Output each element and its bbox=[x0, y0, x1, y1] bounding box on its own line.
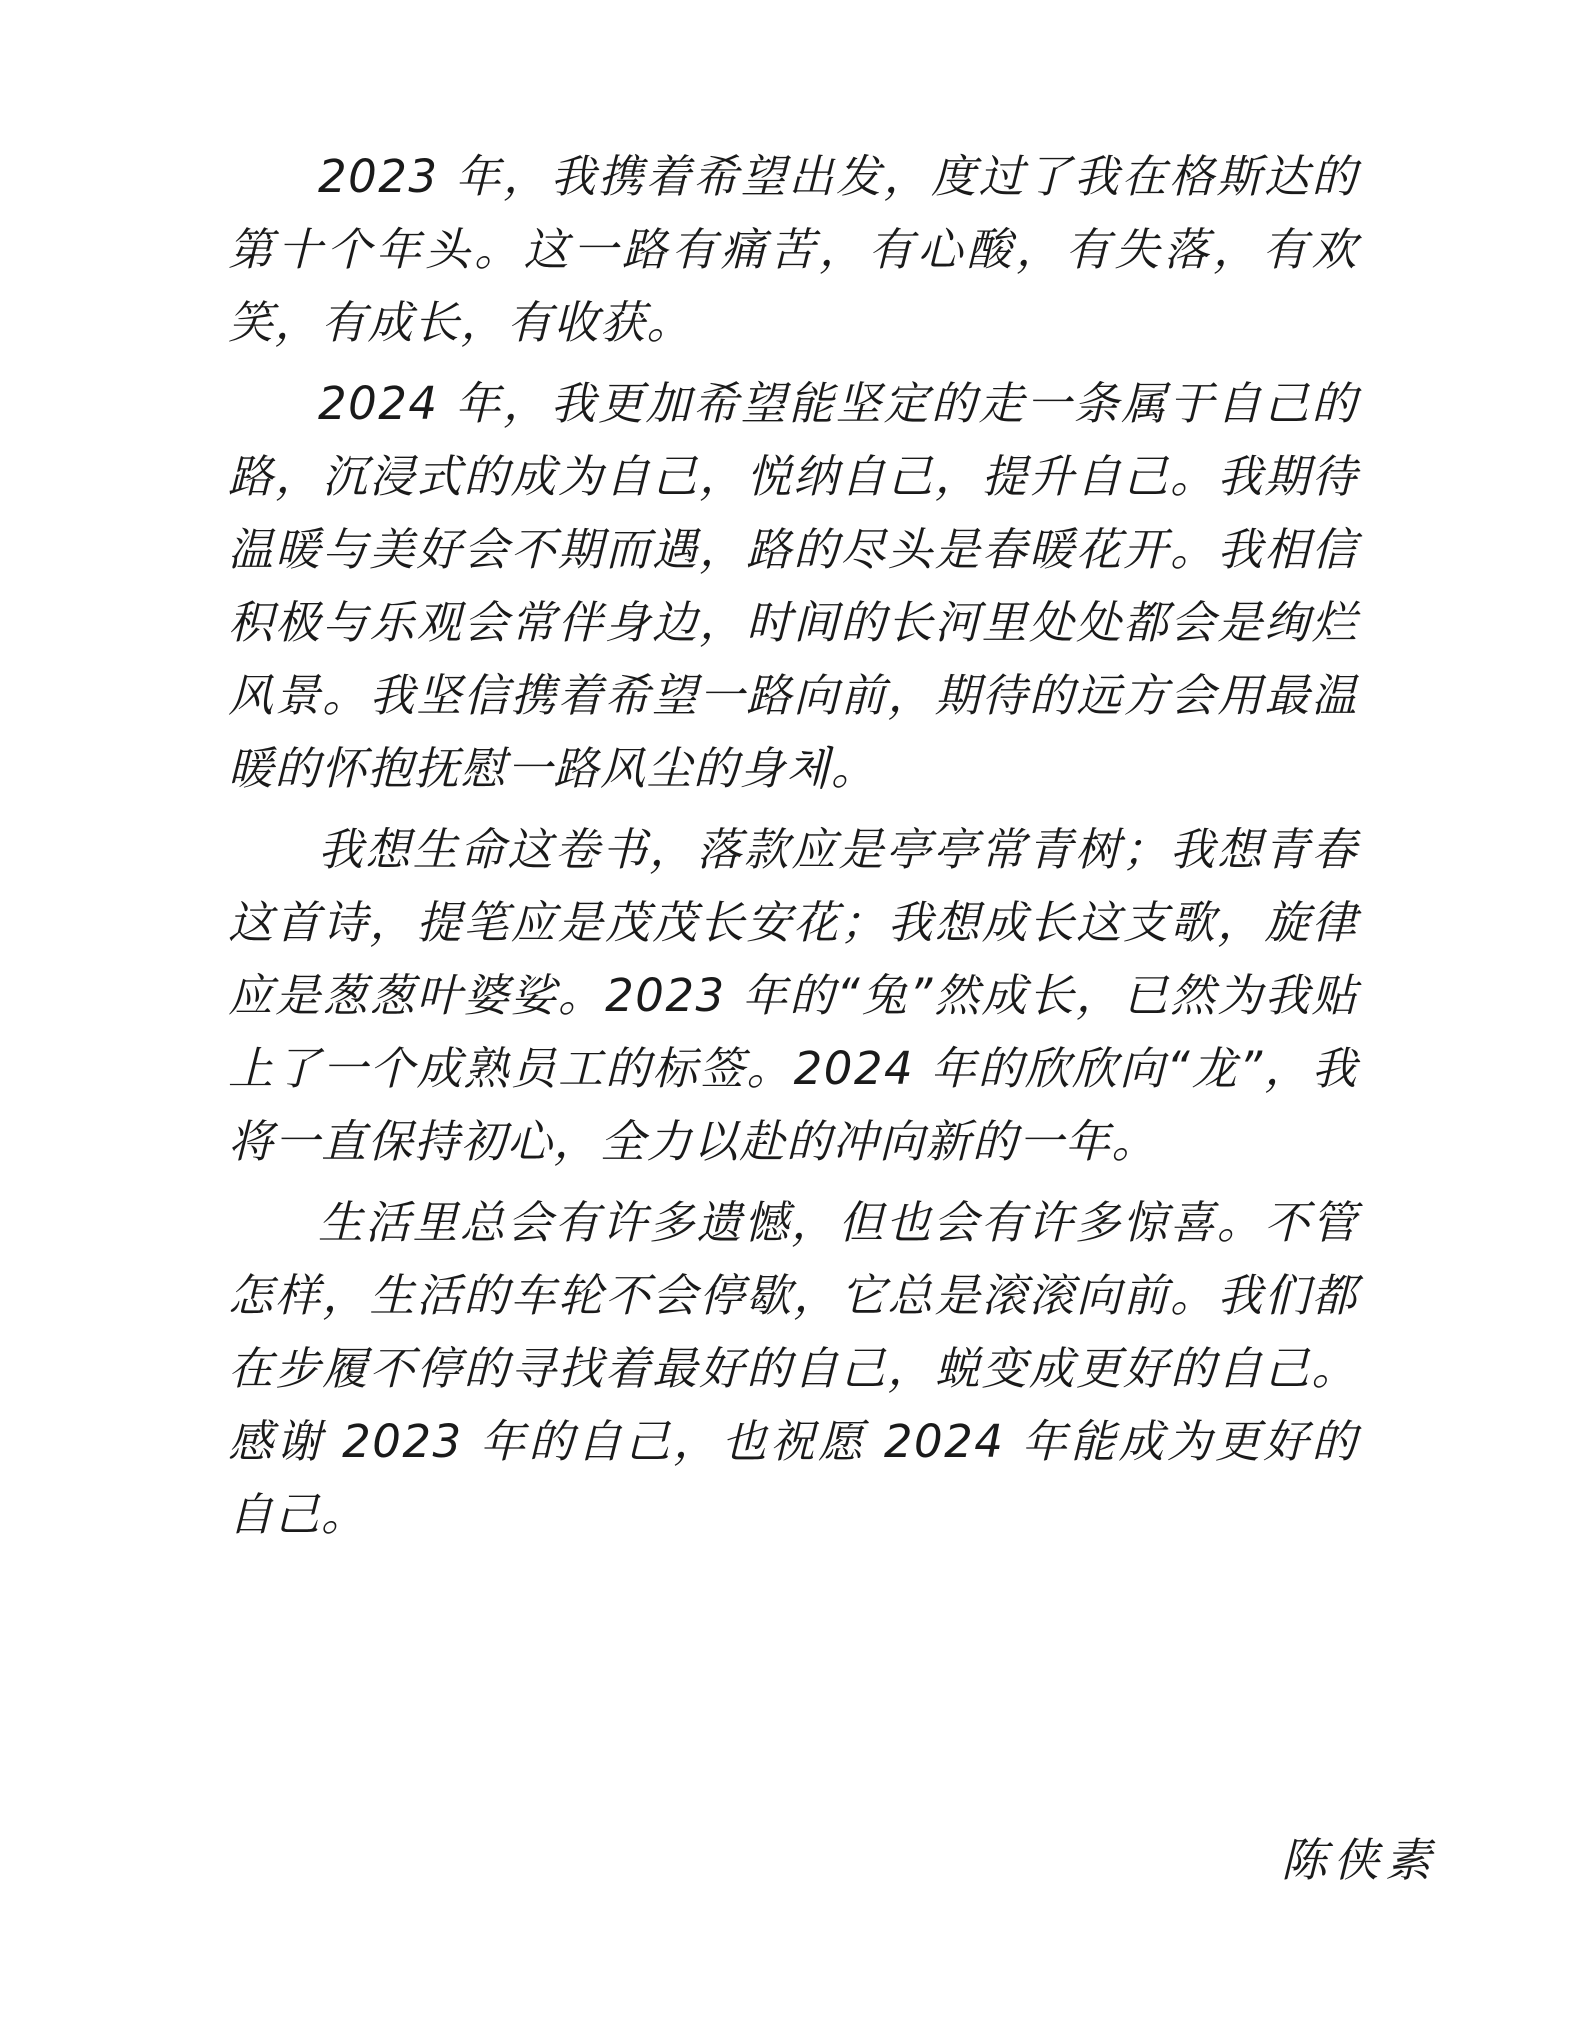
paragraph: 生活里总会有许多遗憾，但也会有许多惊喜。不管怎样，生活的车轮不会停歇，它总是滚滚向前。我们都在步履不停的寻找着最好的自己，蜕变成更好的自己。感谢 2023 年的自己，也祝愿 2024 年能成为更好的自己。 bbox=[228, 1196, 1358, 1541]
paragraph: 2023 年，我携着希望出发，度过了我在格斯达的第十个年头。这一路有痛苦，有心酸，有失落，有欢笑，有成长，有收获。 bbox=[228, 150, 1358, 349]
document-body bbox=[228, 140, 1358, 1559]
paragraph: 我想生命这卷书，落款应是亭亭常青树；我想青春这首诗，提笔应是茂茂长安花；我想成长这支歌，旋律应是葱葱叶婆娑。2023 年的“兔”然成长，已然为我贴上了一个成熟员工的标签。2024 年的欣欣向“龙”，我将一直保持初心，全力以赴的冲向新的一年。 bbox=[228, 823, 1358, 1168]
signature-block bbox=[1037, 1830, 1437, 1890]
signature-name: 陈侠素 bbox=[1281, 1833, 1437, 1887]
paragraph: 2024 年，我更加希望能坚定的走一条属于自己的路，沉浸式的成为自己，悦纳自己，提升自己。我期待温暖与美好会不期而遇，路的尽头是春暖花开。我相信积极与乐观会常伴身边，时间的长河里处处都会是绚烂风景。我坚信携着希望一路向前，期待的远方会用最温暖的怀抱抚慰一路风尘的身체。 bbox=[228, 377, 1358, 795]
